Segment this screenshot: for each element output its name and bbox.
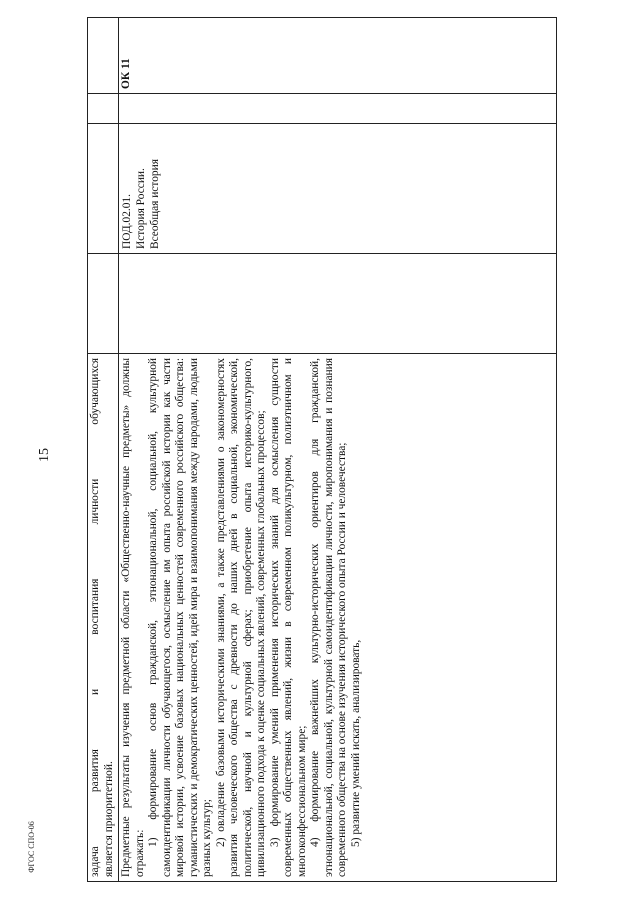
table-row	[119, 18, 557, 882]
paragraph-intro: Предметные результаты изучения предметной области «Общественно-научные предметы» должны отражать:	[120, 358, 146, 877]
page-number: 15	[37, 448, 52, 462]
empty-cell	[88, 124, 119, 254]
paragraph-item-3: 3) формирование умений применения исторических знаний для осмысления сущности современных общественных явлений, жизни в современном поликультурном, полиэтничном и многоконфессиональном мире;	[268, 358, 308, 877]
document-code: ФГОС СПО-06	[27, 821, 36, 873]
paragraph-item-5: 5) развитие умений искать, анализировать,	[349, 639, 362, 847]
empty-cell	[88, 254, 119, 354]
subject-results-cell	[119, 354, 557, 882]
content-line: задача развития и воспитания личности обучающихся	[89, 358, 101, 877]
discipline-name: Всеобщая история	[149, 159, 161, 249]
paragraph-item-2: 2) овладение базовыми историческими знаниями, а также представлениями о закономерностях развития человеческого общества с древности до наших дней в социальной, экономической, политической, научной и культурной сферах; приобретение опыта историко-культурного, цивилизационного подхода к оценке социальных явлений, современных глобальных процессов;	[214, 358, 267, 877]
paragraph-item-1: 1) формирование основ гражданской, этнонациональной, социальной, культурной самоидентификации личности обучающегося, осмысление им опыта российской истории как части мировой истории, усвоение базовых национальных ценностей современного российского общества: гуманистических и демократических ценностей, идей мира и взаимопонимания между народами, людьми разных культур;	[147, 358, 213, 877]
empty-cell	[119, 254, 557, 354]
table-row	[88, 18, 119, 882]
standards-table	[87, 17, 557, 882]
empty-cell	[88, 94, 119, 124]
competence-code: ОК 11	[119, 18, 557, 94]
empty-cell	[88, 18, 119, 94]
content-line: является приоритетной.	[102, 761, 115, 877]
rotated-table-container	[87, 18, 557, 882]
discipline-code: ПОД.02.01.	[121, 194, 133, 249]
content-cell-top	[88, 354, 119, 882]
discipline-name: История России.	[135, 168, 147, 249]
empty-cell	[119, 94, 557, 124]
discipline-cell	[119, 124, 557, 254]
paragraph-item-4: 4) формирование важнейших культурно-исторических ориентиров для гражданской, этнонациональной, социальной, культурной самоидентификации личности, миропонимания и познания современного общества на основе изучения исторического опыта России и человечества;	[309, 358, 348, 877]
